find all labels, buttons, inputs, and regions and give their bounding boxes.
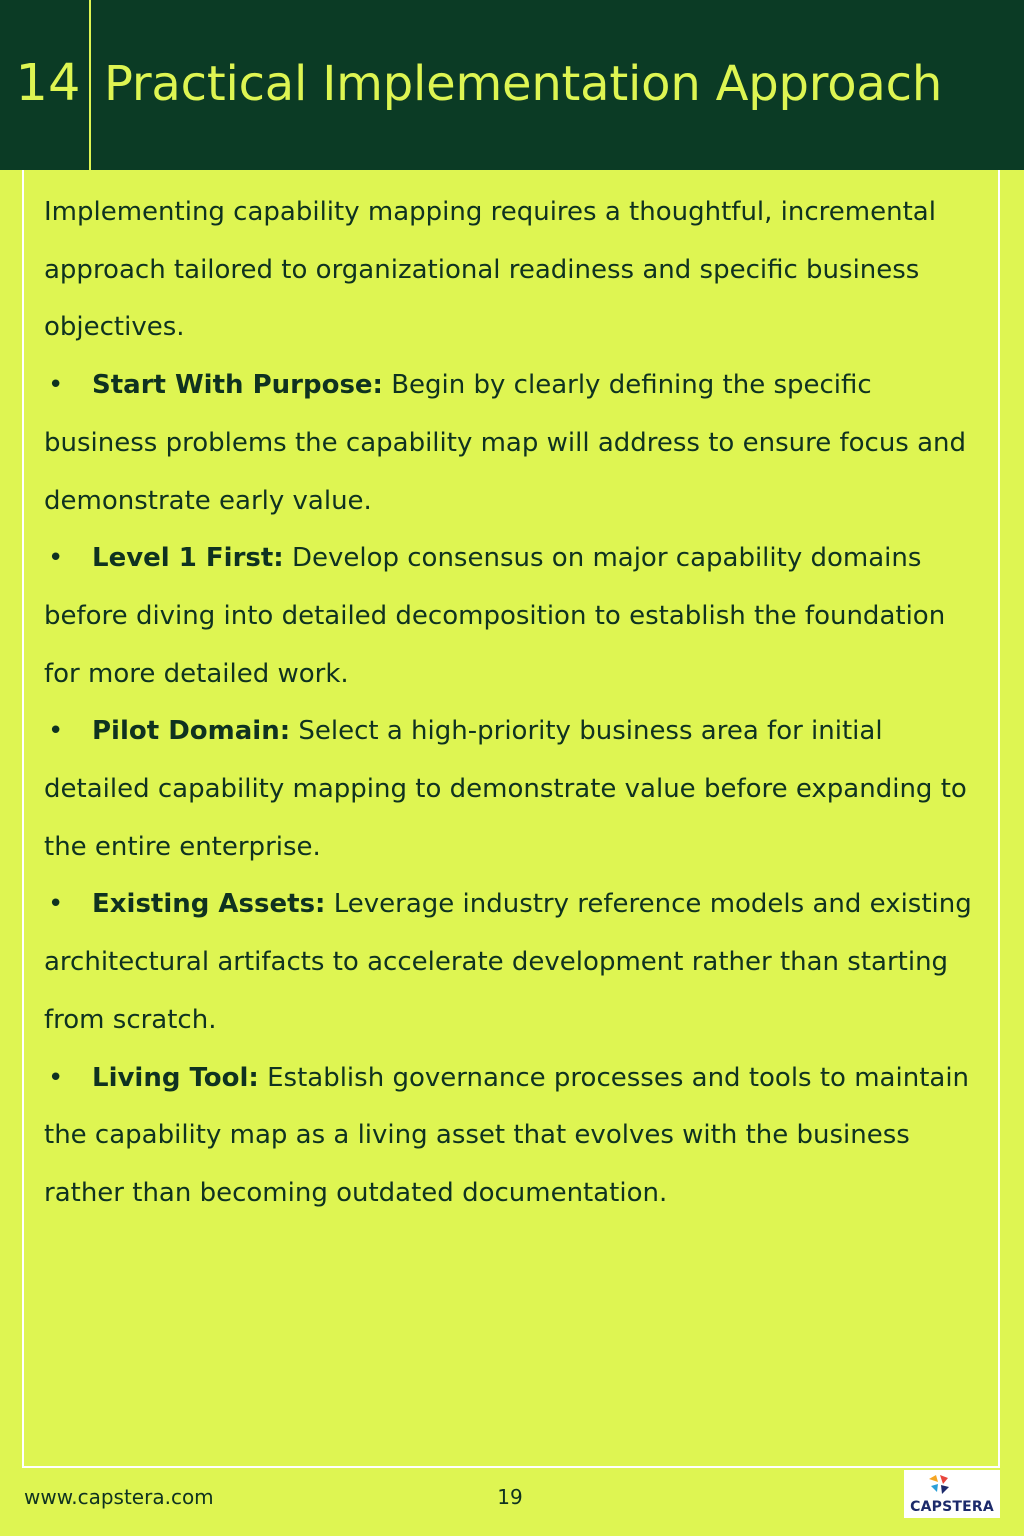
bullet-marker: • xyxy=(48,370,64,401)
capstera-logo-mark-icon xyxy=(926,1473,952,1497)
bullet-marker: • xyxy=(48,716,64,747)
bullet-term: Existing Assets: xyxy=(92,889,326,920)
header-divider xyxy=(89,0,91,170)
body-text xyxy=(44,184,974,1223)
bullet-level-1-first xyxy=(44,530,974,703)
bullet-marker: • xyxy=(48,1062,64,1093)
chapter-header xyxy=(0,0,1024,170)
intro-paragraph: Implementing capability mapping requires a thoughtful, incremental approach tailored to organizational readiness and specific business objectives. xyxy=(44,197,936,343)
page-number: 19 xyxy=(497,1485,523,1509)
bullet-pilot-domain xyxy=(44,703,974,876)
bullet-living-tool xyxy=(44,1050,974,1223)
bullet-term: Pilot Domain: xyxy=(92,716,291,747)
capstera-logo-text: CAPSTERA xyxy=(910,1499,994,1515)
bullet-text: Develop consensus on major capability domains before diving into detailed decomposition to establish the foundation for more detailed work. xyxy=(44,543,946,689)
bullet-text: Leverage industry reference models and existing architectural artifacts to accelerate development rather than starting from scratch. xyxy=(44,889,972,1035)
bullet-term: Level 1 First: xyxy=(92,543,284,574)
chapter-number: 14 xyxy=(15,54,81,113)
bullet-text: Establish governance processes and tools to maintain the capability map as a living asset that evolves with the business rather than becoming outdated documentation. xyxy=(44,1062,970,1208)
bullet-existing-assets xyxy=(44,876,974,1049)
bullet-marker: • xyxy=(48,543,64,574)
bullet-text: Select a high-priority business area for initial detailed capability mapping to demonstrate value before expanding to the entire enterprise. xyxy=(44,716,967,862)
bullet-term: Living Tool: xyxy=(92,1062,259,1093)
footer-website-link[interactable]: www.capstera.com xyxy=(24,1485,214,1509)
bullet-marker: • xyxy=(48,889,64,920)
bullet-text: Begin by clearly defining the specific business problems the capability map will address to ensure focus and demonstrate early value. xyxy=(44,370,967,516)
chapter-title: Practical Implementation Approach xyxy=(104,56,943,112)
bullet-start-with-purpose xyxy=(44,357,974,530)
bullet-term: Start With Purpose: xyxy=(92,370,383,401)
capstera-logo xyxy=(904,1470,1000,1518)
